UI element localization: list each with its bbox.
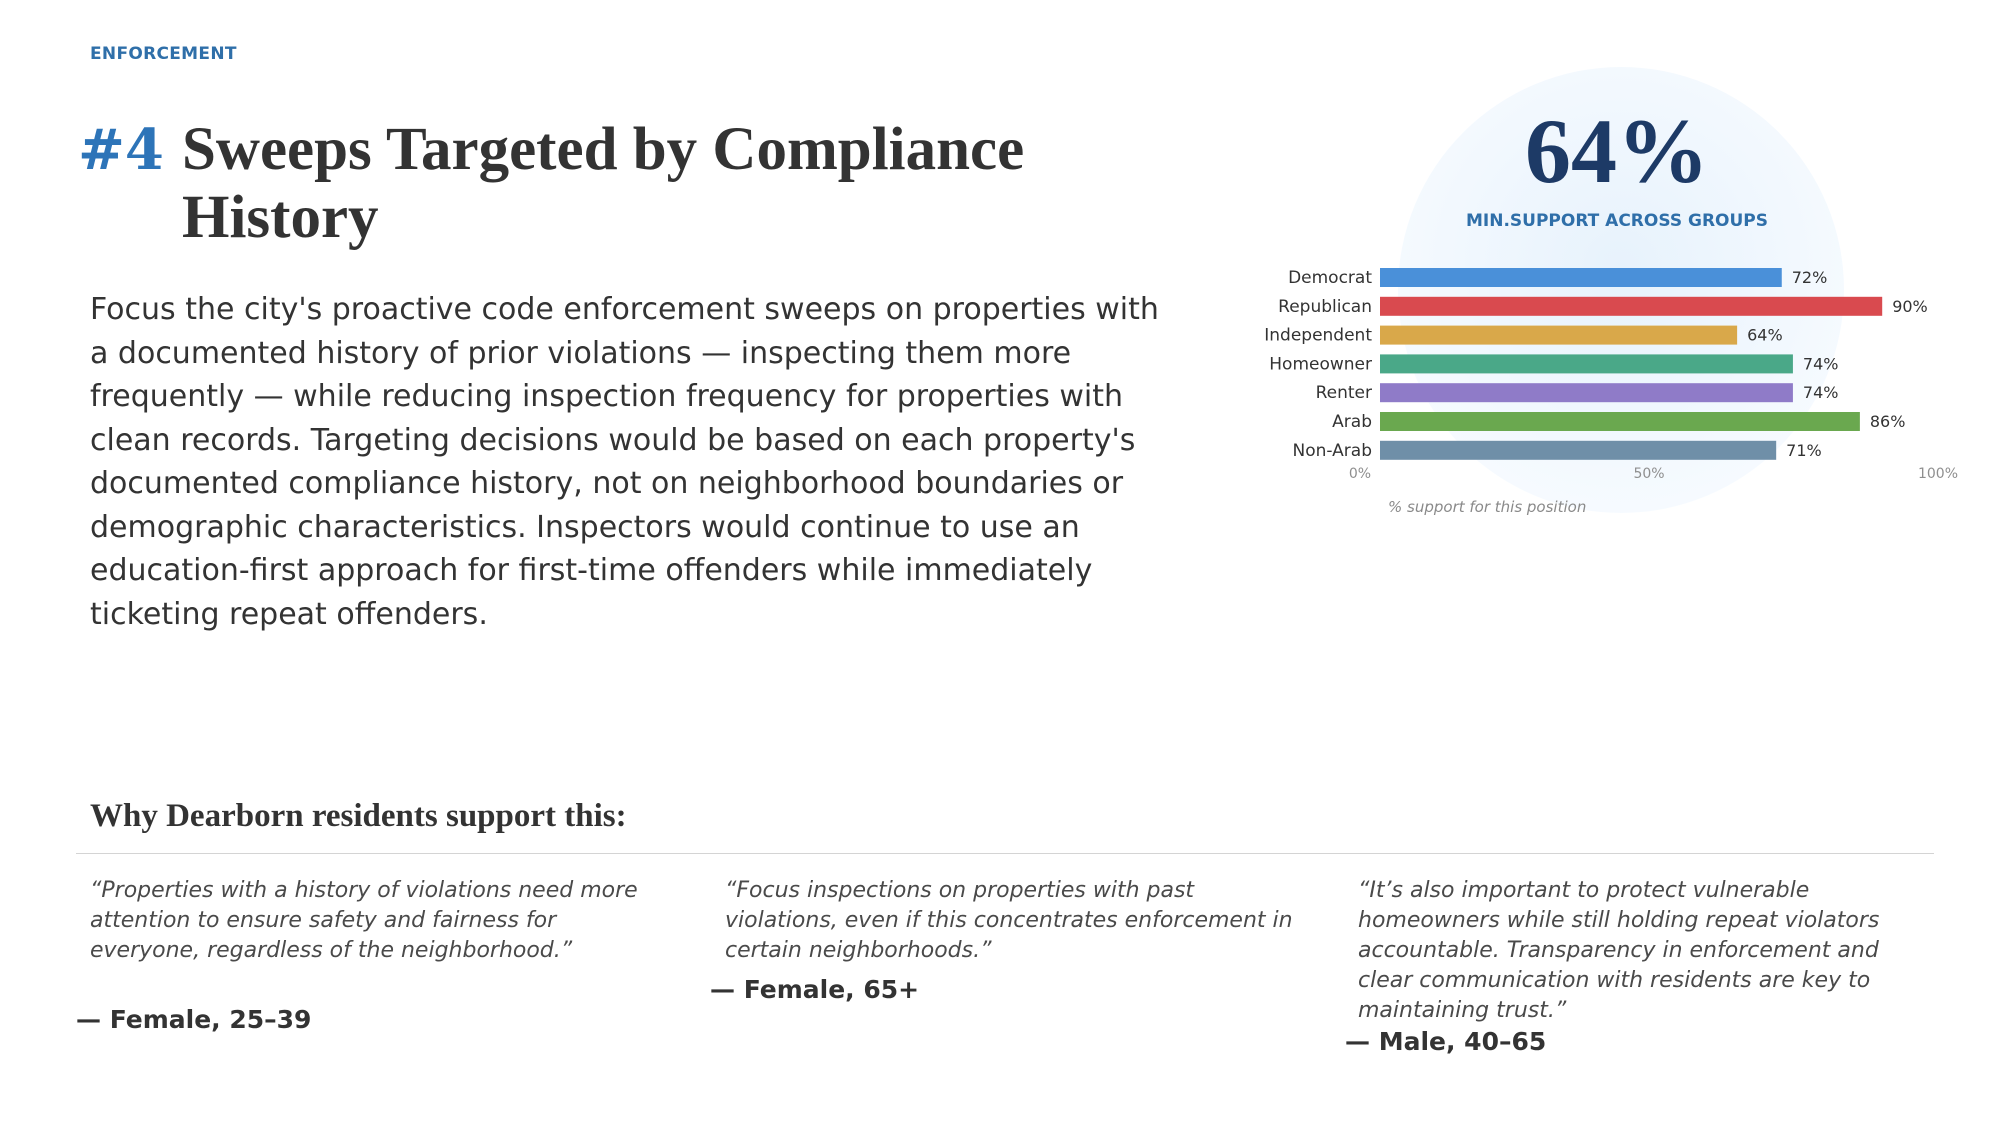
resident-quote-2: “Focus inspections on properties with past violations, even if this concentrates enforcement in certain neighborhoods.” — [725, 878, 1293, 963]
data-label: 71% — [1786, 440, 1822, 460]
bar — [1380, 297, 1882, 316]
x-tick-label: 50% — [1633, 466, 1665, 482]
category-label: Republican — [1278, 296, 1372, 317]
data-label: 72% — [1791, 268, 1828, 287]
data-label: 74% — [1802, 354, 1839, 374]
quotes-divider — [76, 853, 1934, 854]
policy-description: Focus the city's proactive code enforcement sweeps on properties with a documented history of prior violations — inspecting them more frequently — while reducing inspection frequency for properties with clean records. Targeting decisions would be based on each property's documented compliance history, not on neighborhood boundaries or demographic characteristics. Inspectors would continue to use an education-first approach for first-time offenders while immediately ticketing repeat offenders. — [90, 292, 1159, 632]
category-label: Independent — [1264, 325, 1372, 346]
summary-percentage: 64% — [1525, 100, 1709, 202]
section-kicker: ENFORCEMENT — [90, 44, 237, 64]
x-axis-ticks — [1349, 466, 1958, 482]
category-label: Democrat — [1288, 268, 1372, 288]
category-label: Homeowner — [1269, 354, 1372, 375]
bar — [1380, 412, 1860, 431]
bar — [1380, 326, 1737, 345]
data-label: 86% — [1869, 412, 1906, 431]
x-tick-label: 0% — [1348, 466, 1372, 482]
summary-label: MIN.SUPPORT ACROSS GROUPS — [1465, 211, 1769, 231]
resident-quote-1: “Properties with a history of violations need more attention to ensure safety and fairness for everyone, regardless of the neighborhood.” — [90, 878, 638, 963]
support-chart — [1230, 40, 2000, 540]
data-label: 90% — [1892, 296, 1928, 316]
resident-quote-3: “It’s also important to protect vulnerable homeowners while still holding repeat violators accountable. Transparency in enforcement and clear communication with residents are key to maintaining trust.” — [1358, 878, 1880, 1023]
category-labels — [1264, 268, 1372, 461]
category-label: Renter — [1315, 383, 1372, 404]
resident-attribution-2: — Female, 65+ — [710, 975, 920, 1004]
x-tick-label: 100% — [1917, 466, 1959, 482]
bar — [1380, 441, 1776, 460]
x-axis-label: % support for this position — [1388, 498, 1587, 516]
category-label: Arab — [1332, 412, 1372, 432]
page-title: Sweeps Targeted by Compliance History — [182, 116, 1025, 251]
support-chart-svg — [1230, 40, 2000, 540]
resident-attribution-1: — Female, 25–39 — [76, 1005, 312, 1034]
data-label: 74% — [1802, 383, 1839, 403]
rank-number: #4 — [78, 117, 164, 183]
resident-attribution-3: — Male, 40–65 — [1345, 1027, 1547, 1056]
data-label: 64% — [1747, 325, 1783, 345]
bar — [1380, 268, 1782, 287]
bar — [1380, 383, 1793, 402]
bar — [1380, 354, 1793, 373]
quotes-heading: Why Dearborn residents support this: — [90, 798, 627, 834]
category-label: Non-Arab — [1292, 440, 1372, 461]
